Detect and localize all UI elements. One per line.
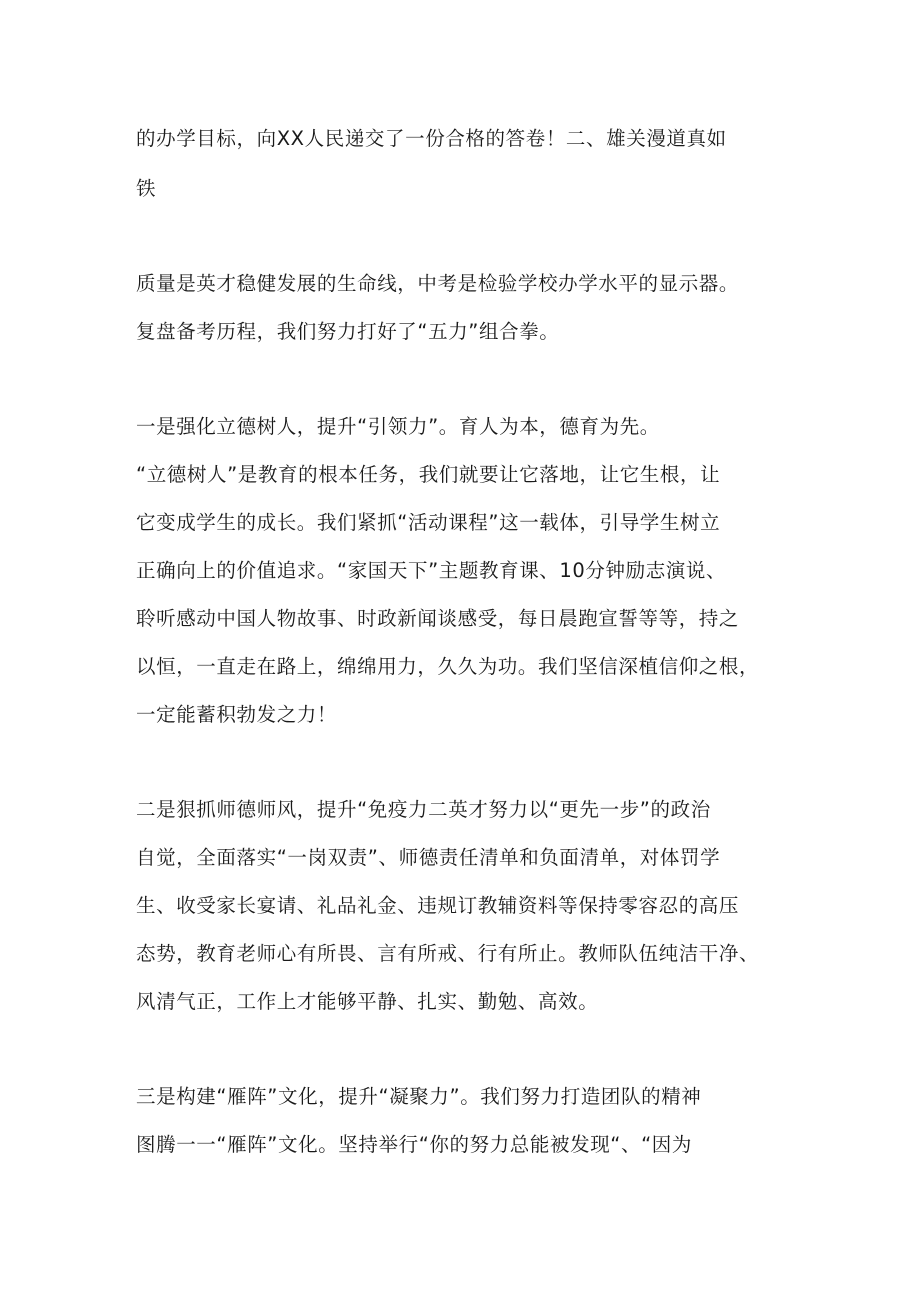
paragraph-1-line-1: 的办学目标，向XX人民递交了一份合格的答卷！二、雄关漫道真如 xyxy=(136,127,727,150)
paragraph-3-line-5: 聆听感动中国人物故事、时政新闻谈感受，每日晨跑宣誓等等，持之 xyxy=(136,607,740,630)
paragraph-2-line-2: 复盘备考历程，我们努力打好了“五力”组合拳。 xyxy=(136,320,560,343)
paragraph-5-line-1: 三是构建“雁阵”文化，提升“凝聚力”。我们努力打造团队的精神 xyxy=(136,1085,702,1108)
paragraph-4-line-2: 自觉，全面落实“一岗双责”、师德责任清单和负面清单，对体罚学 xyxy=(136,846,721,869)
paragraph-4-line-5: 风清气正，工作上才能够平静、扎实、勤勉、高效。 xyxy=(136,990,599,1013)
paragraph-1-line-2: 铁 xyxy=(136,177,157,200)
paragraph-4-line-4: 态势，教育老师心有所畏、言有所戒、行有所止。教师队伍纯洁干净、 xyxy=(136,942,760,965)
paragraph-4-line-1: 二是狠抓师德师风，提升“免疫力二英才努力以“更先一步”的政治 xyxy=(136,798,711,821)
paragraph-3-line-3: 它变成学生的成长。我们紧抓“活动课程”这一载体，引导学生树立 xyxy=(136,511,721,534)
paragraph-3-line-1: 一是强化立德树人，提升“引领力”。育人为本，德育为先。 xyxy=(136,415,660,438)
paragraph-3-line-4: 正确向上的价值追求。“家国天下”主题教育课、10分钟励志演说、 xyxy=(136,559,727,582)
paragraph-3-line-6: 以恒，一直走在路上，绵绵用力，久久为功。我们坚信深植信仰之根， xyxy=(136,655,760,678)
paragraph-5-line-2: 图腾一一“雁阵”文化。坚持举行“你的努力总能被发现“、“因为 xyxy=(136,1133,693,1156)
paragraph-2-line-1: 质量是英才稳健发展的生命线，中考是检验学校办学水平的显示器。 xyxy=(136,272,740,295)
paragraph-3-line-7: 一定能蓄积勃发之力！ xyxy=(136,703,338,726)
paragraph-3-line-2: “立德树人”是教育的根本任务，我们就要让它落地，让它生根，让 xyxy=(136,463,721,486)
paragraph-4-line-3: 生、收受家长宴请、礼品礼金、违规订教辅资料等保持零容忍的高压 xyxy=(136,894,740,917)
